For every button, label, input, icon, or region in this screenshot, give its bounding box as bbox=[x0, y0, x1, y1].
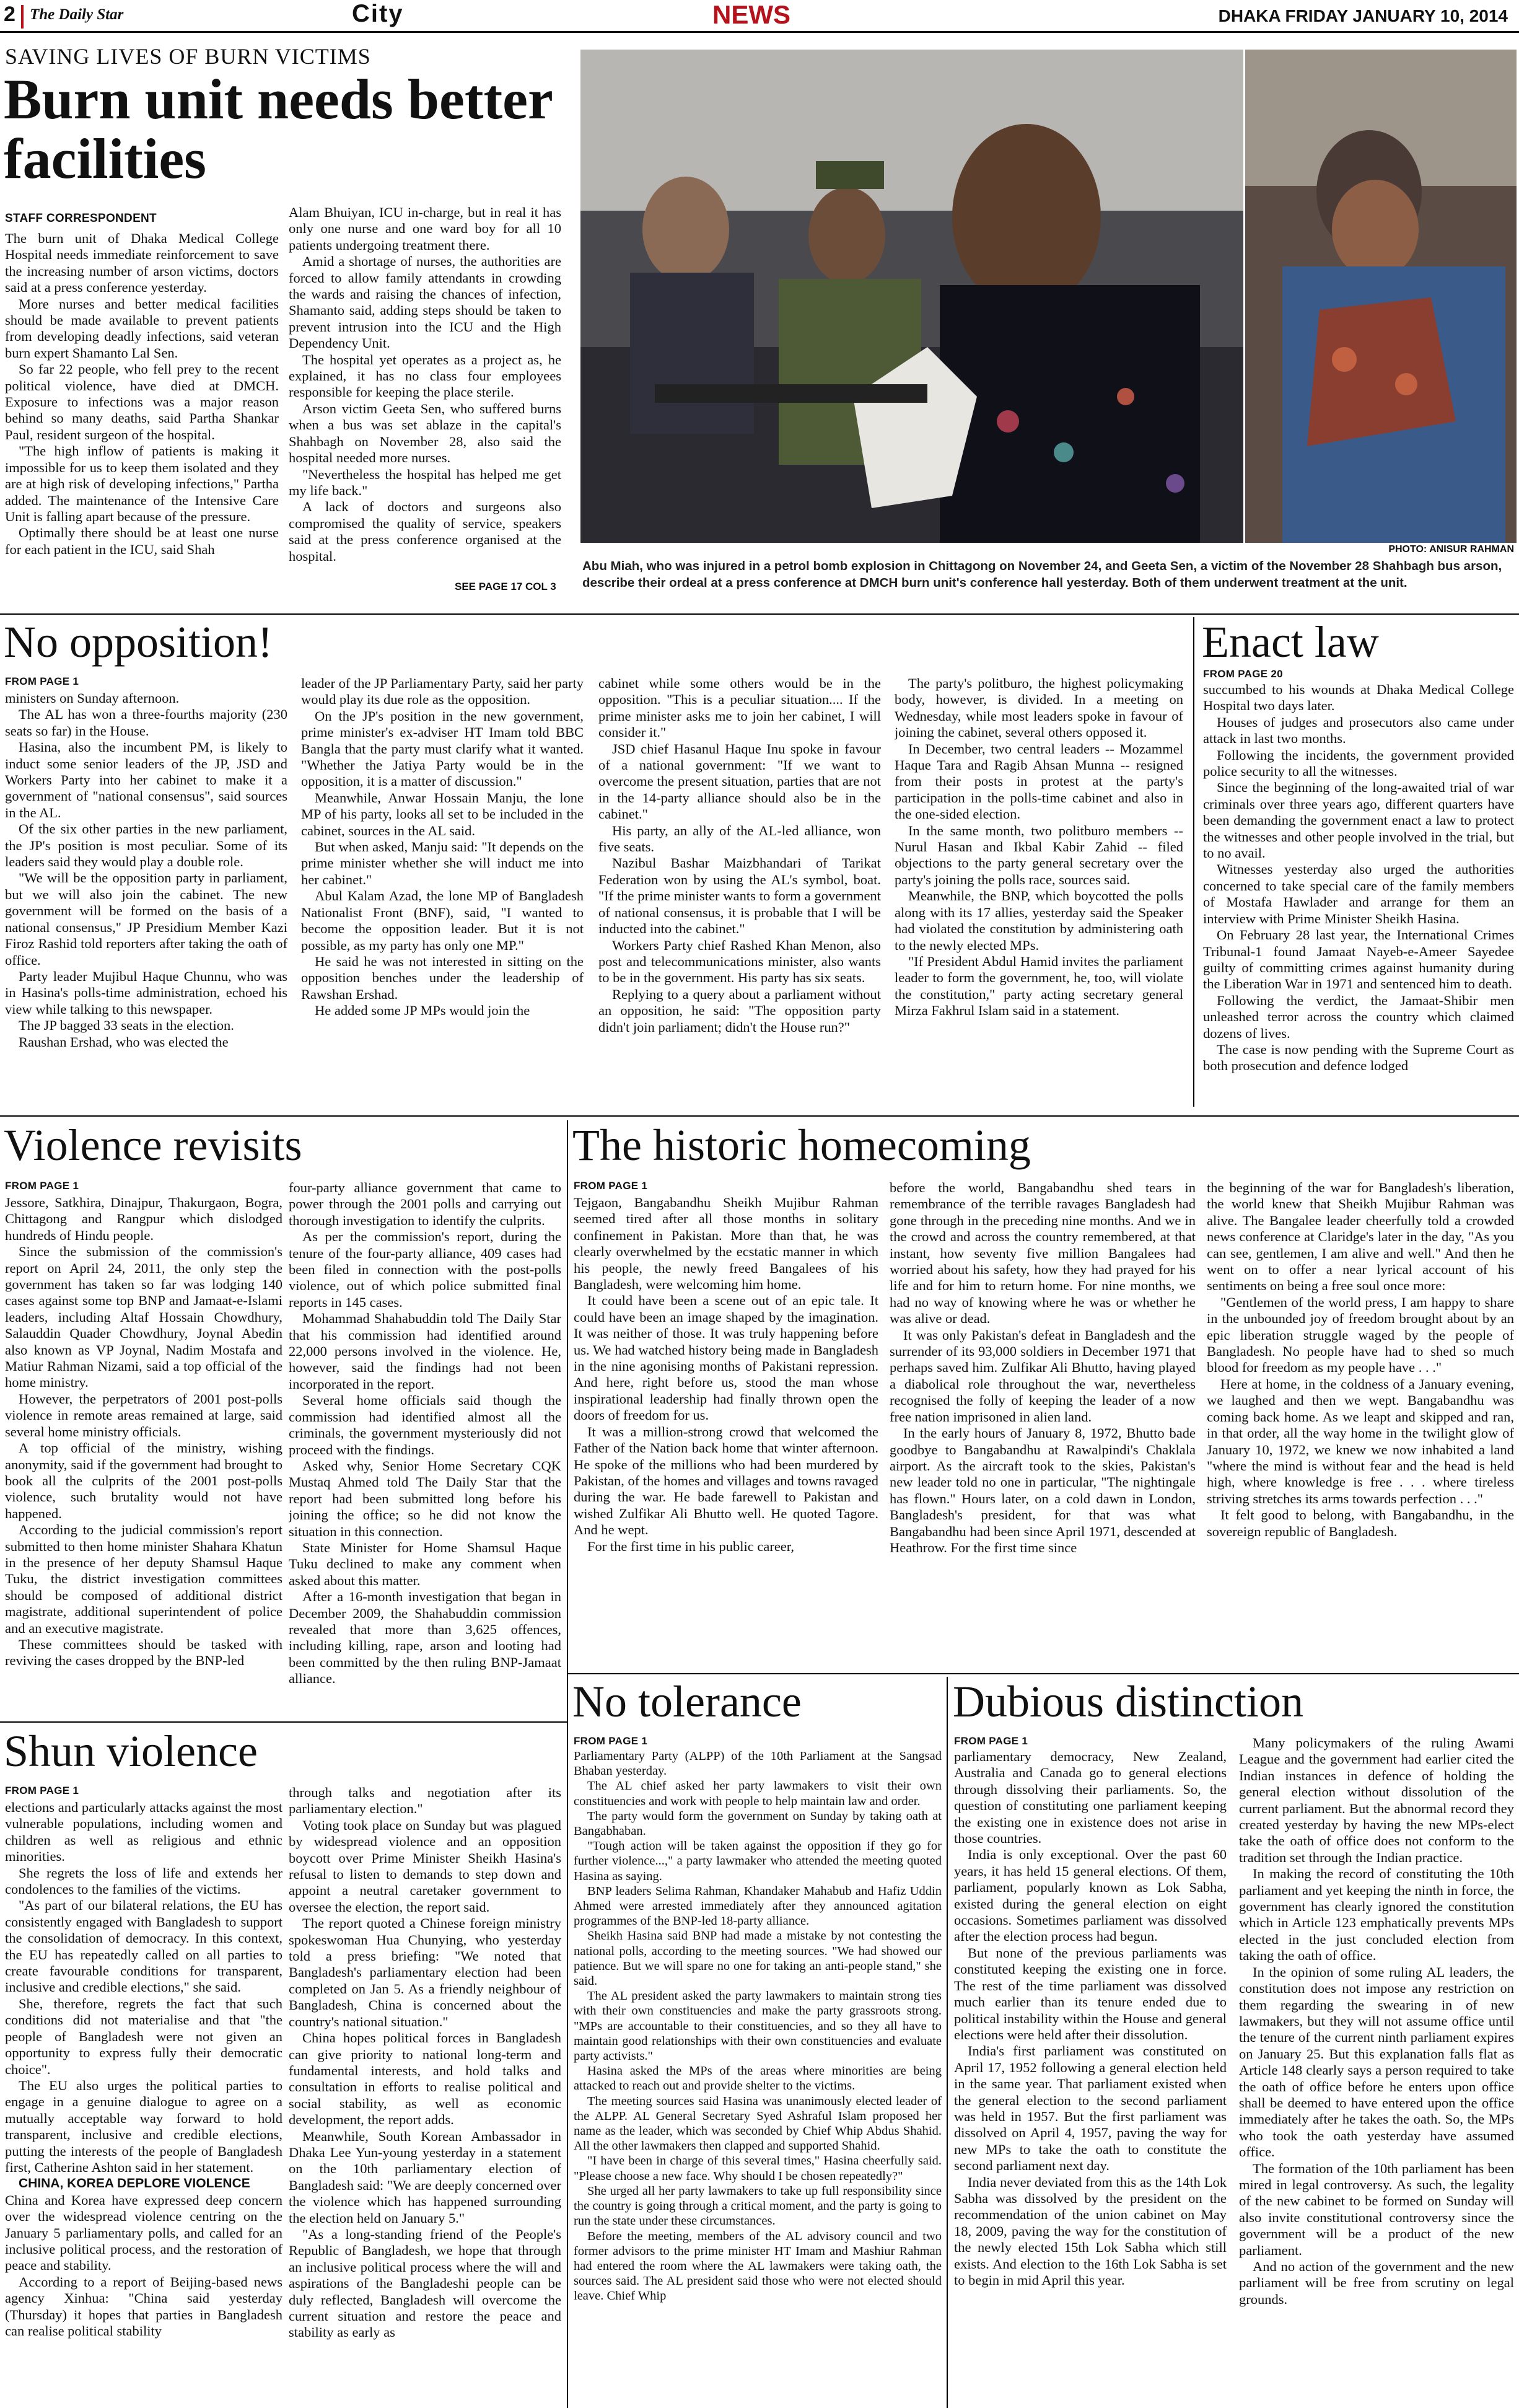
enact-headline: Enact law bbox=[1202, 617, 1379, 667]
lead-column-1: The burn unit of Dhaka Medical College Hospital needs immediate reinforcement to save the increasing number of arson victims, doctors said at a press conference yesterday. More nurses and better medical facilities should be made available to prevent patients from developing deadly infections, said veteran burn expert Shamanto Lal Sen. So far 22 people, who fell prey to the recent political violence, have died at DMCH. Exposure to infections was a major reason behind so many deaths, said Partha Shankar Paul, resident surgeon of the hospital. "The high inflow of patients is making it impossible for us to keep them isolated and they are at high risk of developing infections," Partha added. The maintenance of the Intensive Care Unit is falling apart because of the pressure. Optimally there should be at least one nurse for each patient in the ICU, said Shah bbox=[5, 231, 279, 557]
section-rule bbox=[568, 1673, 1519, 1674]
lead-photo-press-conference bbox=[580, 50, 1243, 543]
section-name: City bbox=[352, 0, 404, 27]
homecoming-headline: The historic homecoming bbox=[572, 1120, 1031, 1170]
section-rule bbox=[0, 1115, 1519, 1117]
noopp-headline: No opposition! bbox=[4, 617, 273, 667]
column-divider bbox=[567, 1120, 568, 2408]
violence-column-1: Jessore, Satkhira, Dinajpur, Thakurgaon, Bogra, Chittagong and Rangpur which dislodged hundreds of Hindu people. Since the submission of the commission's report on April 24, 2011, the only step the government has taken so far was lodging 140 cases against some top BNP and Jamaat-e-Islami leaders, including Altaf Hossain Chowdhury, Salauddin Quader Chowdhury, Joynal Abedin also known as VP Joynal, Nadim Mostafa and Matiur Rahman Nizami, said a top official of the home ministry. However, the perpetrators of 2001 post-polls violence in remote areas remained at large, said several home ministry officials. A top official of the ministry, wishing anonymity, said if the government had brought to book all the culprits of the 2001 post-polls violence, such brutality would not have happened. According to the judicial commission's report submitted to then home minister Shahara Khatun in the presence of her deputy Shamsul Haque Tuku, the district investigation committees should be composed of additional district magistrate, additional superintendent of police and an executive magistrate. These committees should be tasked with reviving the cases dropped by the BNP-led bbox=[5, 1195, 282, 1669]
violence-jump-source: FROM PAGE 1 bbox=[5, 1180, 79, 1192]
shun-column-2: through talks and negotiation after its parliamentary election." Voting took place on Sunday but was plagued by widespread violence and an opposition boycott over Prime Minister Sheikh Hasina's refusal to listen to demands to step down and appoint a neutral caretaker government to oversee the election, the report said. The report quoted a Chinese foreign ministry spokeswoman Hua Chunying, who yesterday told a press briefing: "We noted that Bangladesh's parliamentary election had been completed on Jan 5. As a friendly neighbour of Bangladesh, China is concerned about the country's national situation." China hopes political forces in Bangladesh can give priority to national long-term and fundamental interests, and hold talks and consultation in efforts to realise political and social stability, as well as economic development, the report adds. Meanwhile, South Korean Ambassador in Dhaka Lee Yun-young yesterday in a statement on the 10th parliamentary election of Bangladesh said: "We are deeply concerned over the violence which has happened surrounding the election held on January 5." "As a long-standing friend of the People's Republic of Bangladesh, we hope that through an inclusive political process where the will and aspirations of the Bangladeshi people can be duly reflected, Bangladesh will overcome the current situation and restore the peace and stability as early as bbox=[289, 1785, 561, 2340]
shun-column-1: elections and particularly attacks against the most vulnerable populations, including women and children as well as religious and ethnic minorities. She regrets the loss of life and extends her condolences to the families of the victims. "As part of our bilateral relations, the EU has consistently engaged with Bangladesh to support the consolidation of democracy. In this context, the EU has repeatedly called on all parties to create favourable conditions for transparent, inclusive and credible elections," she said. She, therefore, regrets the fact that such conditions did not materialise and that "the people of Bangladesh were not given an opportunity to express fully their democratic choice". The EU also urges the political parties to engage in a genuine dialogue to agree on a mutually acceptable way forward to hold transparent, inclusive and credible elections, putting the interests of the people of Bangladesh first, Catherine Ashton said in her statement. CHINA, KOREA DEPLORE VIOLENCE China and Korea have expressed deep concern over the widespread violence centring on the January 5 parliamentary polls, and called for an inclusive political process, and the restoration of peace and stability. According to a report of Beijing-based news agency Xinhua: "China said yesterday (Thursday) it hopes that parties in Bangladesh can realise political stability bbox=[5, 1799, 282, 2339]
photo-illustration bbox=[1245, 50, 1517, 543]
photo-credit: PHOTO: ANISUR RAHMAN bbox=[1388, 544, 1514, 555]
photo-illustration bbox=[580, 50, 1243, 543]
paper-name: The Daily Star bbox=[30, 6, 124, 23]
lead-headline: Burn unit needs better facilities bbox=[4, 68, 553, 190]
tolerance-column: Parliamentary Party (ALPP) of the 10th Parliament at the Sangsad Bhaban yesterday. The AL chief asked her party lawmakers to visit their own constituencies and work with people to help maintain law and order. The party would form the government on Sunday by taking oath at Bangabhaban. "Tough action will be taken against the opposition if they go for further violence...," a party lawmaker who attended the meeting quoted Hasina as saying. BNP leaders Selima Rahman, Khandaker Mahabub and Hafiz Uddin Ahmed were arrested immediately after they announced agitation programmes of the BNP-led 18-party alliance. Sheikh Hasina said BNP had made a mistake by not contesting the national polls, according to the meeting sources. "We had showed our patience. But we will spare no one for taking an anti-people stand," she said. The AL president asked the party lawmakers to maintain strong ties with their own constituencies and make the party grassroots strong. "MPs are accountable to their constituencies, and so they all have to maintain good relationships with their own constituencies and evaluate party activists." Hasina asked the MPs of the areas where minorities are being attacked to reach out and provide shelter to the victims. The meeting sources said Hasina was unanimously elected leader of the ALPP. AL General Secretary Syed Ashraful Islam proposed her name as the leader, which was seconded by Chief Whip Abdus Shahid. All the other lawmakers then clapped and supported Shahid. "I have been in charge of this several times," Hasina cheerfully said. "Please choose a new face. Why should I be chosen repeatedly?" She urged all her party lawmakers to take up full responsibility since the country is going through a critical moment, and the party is going to run the state under these circumstances. Before the meeting, members of the AL advisory council and two former advisors to the prime minister HT Imam and Mashiur Rahman had entered the room where the AL lawmakers were taking oath, the sources said. The AL president said those who were not elected should leave. Chief Whip bbox=[574, 1749, 942, 2303]
violence-column-2: four-party alliance government that came to power through the 2001 polls and carrying out thorough investigation to identify the culprits. As per the commission's report, during the tenure of the four-party alliance, 409 cases had been filed in connection with the post-polls violence, out of which police submitted final reports in 145 cases. Mohammad Shahabuddin told The Daily Star that his commission had identified around 22,000 persons involved in the violence. He, however, said the findings had not been incorporated in the report. Several home officials said though the commission had identified almost all the criminals, the government mysteriously did not proceed with the findings. Asked why, Senior Home Secretary CQK Mustaq Ahmed told The Daily Star that the report had been submitted long before his joining the office; so he did not know the situation in this connection. State Minister for Home Shamsul Haque Tuku declined to make any comment when asked about this matter. After a 16-month investigation that began in December 2009, the Shahabuddin commission revealed that more than 3,625 offences, including killing, rape, arson and looting had been committed by the then ruling BNP-Jamaat alliance. bbox=[289, 1180, 561, 1687]
page-number: 2 bbox=[4, 2, 15, 26]
tolerance-jump-source: FROM PAGE 1 bbox=[574, 1735, 648, 1747]
shun-subhead: CHINA, KOREA DEPLORE VIOLENCE bbox=[19, 2176, 250, 2191]
page-marker bbox=[21, 5, 24, 29]
lead-kicker: SAVING LIVES OF BURN VICTIMS bbox=[5, 44, 371, 69]
noopp-jump-source: FROM PAGE 1 bbox=[5, 675, 79, 687]
enact-divider bbox=[1193, 617, 1194, 1107]
section-rule bbox=[0, 613, 1519, 615]
noopp-column-1: ministers on Sunday afternoon. The AL has won a three-fourths majority (230 seats so far) in the House. Hasina, also the incumbent PM, is likely to induct some senior leaders of the JP, JSD and Workers Party into her cabinet to make it a government of "national consensus", said sources in the AL. Of the six other parties in the new parliament, the JP's position is most peculiar. Some of its leaders said they would play a double role. "We will be the opposition party in parliament, but we will also join the cabinet. The new government will be formed on the basis of a national consensus," JP Presidium Member Kazi Firoz Rashid told reporters after taking the oath of office. Party leader Mujibul Haque Chunnu, who was in Hasina's polls-time administration, echoed his view while talking to this newspaper. The JP bagged 33 seats in the election. Raushan Ershad, who was elected the bbox=[5, 690, 287, 1050]
masthead-rule bbox=[0, 31, 1519, 33]
enact-jump-source: FROM PAGE 20 bbox=[1203, 668, 1283, 680]
masthead bbox=[0, 0, 1519, 32]
noopp-column-2: leader of the JP Parliamentary Party, said her party would play its due role as the opposition. On the JP's position in the new government, prime minister's ex-adviser HT Imam told BBC Bangla that the party must clarify what it wanted. "Whether the Jatiya Party would be in the opposition, it is a matter of discussion." Meanwhile, Anwar Hossain Manju, the lone MP of his party, looks all set to be included in the cabinet, sources in the AL said. But when asked, Manju said: "It depends on the prime minister whether she will induct me into her cabinet." Abul Kalam Azad, the lone MP of Bangladesh Nationalist Front (BNF), said, "I wanted to become the opposition leader. But it is not possible, as my party has only one MP." He said he was not interested in sitting on the opposition benches under the leadership of Rawshan Ershad. He added some JP MPs would join the bbox=[301, 675, 584, 1019]
dubious-jump-source: FROM PAGE 1 bbox=[954, 1735, 1028, 1747]
enact-column: succumbed to his wounds at Dhaka Medical College Hospital two days later. Houses of judges and prosecutors also came under attack in last two months. Following the incidents, the government provided police security to all the witnesses. Since the beginning of the long-awaited trial of war criminals over three years ago, different quarters have been demanding the government enact a law to protect the witnesses and other people involved in the trial, but to no avail. Witnesses yesterday also urged the authorities concerned to take special care of the family members of Mostafa Hawlader and arrange for them an interview with Prime Minister Sheikh Hasina. On February 28 last year, the International Crimes Tribunal-1 found Jamaat Nayeb-e-Ameer Sayedee guilty of committing crimes against humanity during the Liberation War in 1971 and sentenced him to death. Following the verdict, the Jamaat-Shibir men unleashed terror across the country which claimed dozens of lives. The case is now pending with the Supreme Court as both prosecution and defence lodged bbox=[1203, 682, 1514, 1074]
shun-jump-source: FROM PAGE 1 bbox=[5, 1785, 79, 1796]
violence-headline: Violence revisits bbox=[4, 1120, 302, 1170]
tolerance-headline: No tolerance bbox=[572, 1677, 802, 1726]
dubious-headline: Dubious distinction bbox=[953, 1677, 1304, 1726]
homecoming-column-3: the beginning of the war for Bangladesh's liberation, the world knew that Sheikh Mujibur Rahman was alive. The Bangalee leader cheerfully told a crowded news conference at Claridge's later in the day, "As you can see, gentlemen, I am alive and well." And then he went on to offer a near lyrical account of his sentiments on being a free soul once more: "Gentlemen of the world press, I am happy to share in the unbounded joy of freedom brought about by an epic liberation struggle waged by the people of Bangladesh. No people have had to shed so much blood for freedom as my people have . . ." Here at home, in the coldness of a January evening, we laughed and then we wept. Bangabandhu was coming back home. As we leapt and skipped and ran, in that order, all the way home in the twilight glow of January 10, 1972, we knew we now inhabited a land "where the mind is without fear and the head is held high, where knowledge is free . . . where tireless striving stretches its arms towards perfection . . ." It felt good to belong, with Bangabandhu, in the sovereign republic of Bangladesh. bbox=[1207, 1180, 1514, 1539]
section-rule bbox=[0, 1721, 567, 1723]
shun-headline: Shun violence bbox=[4, 1726, 258, 1776]
dubious-column-2: Many policymakers of the ruling Awami League and the government had earlier cited the Indian instances in defence of holding the general election without dissolution of the current parliament. But the abnormal record they created yesterday by having the new MPs-elect take the oath of office does not conform to the tradition set through the Indian practice. In making the record of constituting the 10th parliament and yet keeping the ninth in force, the government has clearly ignored the constitution which in Article 123 emphatically prevents MPs elected in the just concluded election from taking the oath of office. In the opinion of some ruling AL leaders, the constitution does not impose any restriction on them regarding the swearing in of new lawmakers, but they will not assume office until the tenure of the current ninth parliament expires on January 25. But this explanation falls flat as Article 148 clearly says a person required to take the oath of office before he enters upon office shall be deemed to have entered upon the office immediately after he takes the oath. So, the MPs who took the oath yesterday have assumed office. The formation of the 10th parliament has been mired in legal controversy. As such, the legality of the new cabinet to be formed on Sunday will also invite constitutional controversy since the government will be a product of the new parliament. And no action of the government and the new parliament will be free from scrutiny on legal grounds. bbox=[1239, 1735, 1514, 2307]
lead-byline: STAFF CORRESPONDENT bbox=[5, 212, 157, 225]
homecoming-column-1: Tejgaon, Bangabandhu Sheikh Mujibur Rahman seemed tired after all those months in solitary confinement in Pakistan. More than that, he was clearly overwhelmed by the ecstatic manner in which his people, the newly freed Bangalees of his Bangladesh, were welcoming him home. It could have been a scene out of an epic tale. It could have been an image shaped by the imagination. It was neither of those. It was truly happening before us. We had watched history being made in Bangladesh in the nine agonising months of Pakistani repression. And here, right before us, stood the man whose inspirational leadership had finally thrown open the doors of freedom for us. It was a million-strong crowd that welcomed the Father of the Nation back home that winter afternoon. He spoke of the millions who had been murdered by Pakistan, of the homes and villages and towns ravaged during the war. He bade farewell to Pakistan and wished Zulfikar Ali Bhutto well. He quoted Tagore. And he wept. For the first time in his public career, bbox=[574, 1195, 878, 1554]
noopp-column-3: cabinet while some others would be in the opposition. "This is a peculiar situation.... If the prime minister asks me to join her cabinet, I will consider it." JSD chief Hasanul Haque Inu spoke in favour of a national government: "If we want to overcome the present situation, parties that are not in the 14-party alliance should also be in the cabinet." His party, an ally of the AL-led alliance, won five seats. Nazibul Bashar Maizbhandari of Tarikat Federation won by using the AL's symbol, boat. "If the prime minister wants to form a government of national consensus, it is probable that I will be inducted into the cabinet." Workers Party chief Rashed Khan Menon, also post and telecommunications minister, also wants to be in the government. His party has six seats. Replying to a query about a parliament without an opposition, he said: "The opposition party didn't join parliament; didn't the House run?" bbox=[598, 675, 881, 1035]
homecoming-jump-source: FROM PAGE 1 bbox=[574, 1180, 648, 1192]
noopp-column-4: The party's politburo, the highest policymaking body, however, is divided. In a meeting on Wednesday, while most leaders spoke in favour of joining the cabinet, several others opposed it. In December, two central leaders -- Mozammel Haque Tara and Ragib Ahsan Munna -- resigned from their posts in protest at the party's participation in the polls-time cabinet and also in the one-sided election. In the same month, two politburo members -- Nurul Hasan and Ikbal Kabir Zahid -- filed objections to the party general secretary over the party's joining the polls race, sources said. Meanwhile, the BNP, which boycotted the polls along with its 17 allies, yesterday said the Speaker had violated the constitution by administering oath to the newly elected MPs. "If President Abdul Hamid invites the parliament leader to form the government, he, too, will violate the constitution," party acting secretary general Mirza Fakhrul Islam said in a statement. bbox=[895, 675, 1183, 1019]
lead-photo-burn-victim bbox=[1245, 50, 1517, 543]
lead-column-2: Alam Bhuiyan, ICU in-charge, but in real it has only one nurse and one ward boy for all 10 patients undergoing treatment there. Amid a shortage of nurses, the authorities are forced to allow family attendants in crowding the wards and raising the chances of infection, Shamanto said, adding steps should be taken to prevent intrusion into the ICU and the High Dependency Unit. The hospital yet operates as a project as, he explained, it has no class four employees responsible for keeping the place sterile. Arson victim Geeta Sen, who suffered burns when a bus was set ablaze in the capital's Shahbagh on November 28, also said the hospital needed more nurses. "Nevertheless the hospital has helped me get my life back." A lack of doctors and surgeons also compromised the quality of service, speakers said at the press conference organised at the hospital. bbox=[289, 204, 561, 564]
news-label: NEWS bbox=[712, 0, 790, 29]
photo-caption: Abu Miah, who was injured in a petrol bomb explosion in Chittagong on November 24, and Geeta Sen, a victim of the November 28 Shahbagh bus arson, describe their ordeal at a press conference at DMCH burn unit's conference hall yesterday. Both of them underwent treatment at the unit. bbox=[582, 559, 1502, 590]
column-divider bbox=[947, 1677, 948, 2408]
dateline: DHAKA FRIDAY JANUARY 10, 2014 bbox=[1218, 6, 1508, 25]
homecoming-column-2: before the world, Bangabandhu shed tears in remembrance of the terrible ravages Bangladesh had gone through in the preceding nine months. And we in the crowd and across the country remembered, at that instant, how seventy five million Bangalees had worried about his safety, how they had prayed for his life and for him to return home. For nine months, we had no way of knowing where he was or whether he was alive or dead. It was only Pakistan's defeat in Bangladesh and the surrender of its 93,000 soldiers in December 1971 that perhaps saved him. Zulfikar Ali Bhutto, having played a diabolical role throughout the war, nevertheless recognised the folly of keeping the leader of a now free nation imprisoned in alien land. In the early hours of January 8, 1972, Bhutto bade goodbye to Bangabandhu at Rawalpindi's Chaklala airport. As the aircraft took to the skies, Pakistan's new leader told no one in particular, "The nightingale has flown." Hours later, on a cold dawn in London, Bangladesh's president, for that was what Bangabandhu had been since April 1971, descended at Heathrow. For the first time since bbox=[890, 1180, 1196, 1555]
lead-jump: SEE PAGE 17 COL 3 bbox=[455, 581, 556, 592]
dubious-column-1: parliamentary democracy, New Zealand, Australia and Canada go to general elections through dissolving their parliaments. So, the question of constituting one parliament keeping the existing one in existence does not arise in those countries. India is only exceptional. Over the past 60 years, it has held 15 general elections. Of them, parliament, popularly known as Lok Sabha, existed during the general election on eight occasions. Sometimes parliament was dissolved after the election process had begun. But none of the previous parliaments was constituted keeping the existing one in force. The rest of the time parliament was dissolved much earlier than its tenure ended due to political instability within the House and general elections were held after their dissolution. India's first parliament was constituted on April 17, 1952 following a general election held in the same year. That parliament existed when the general election to the second parliament was held in 1957. But the first parliament was dissolved on April 4, 1957, paving the way for new MPs to take the oath to constitute the second parliament next day. India never deviated from this as the 14th Lok Sabha was dissolved by the president on the recommendation of the union cabinet on May 18, 2009, paving the way for the constitution of the newly elected 15th Lok Sabha which still exists. And election to the 16th Lok Sabha is set to begin in mid April this year. bbox=[954, 1749, 1227, 2288]
